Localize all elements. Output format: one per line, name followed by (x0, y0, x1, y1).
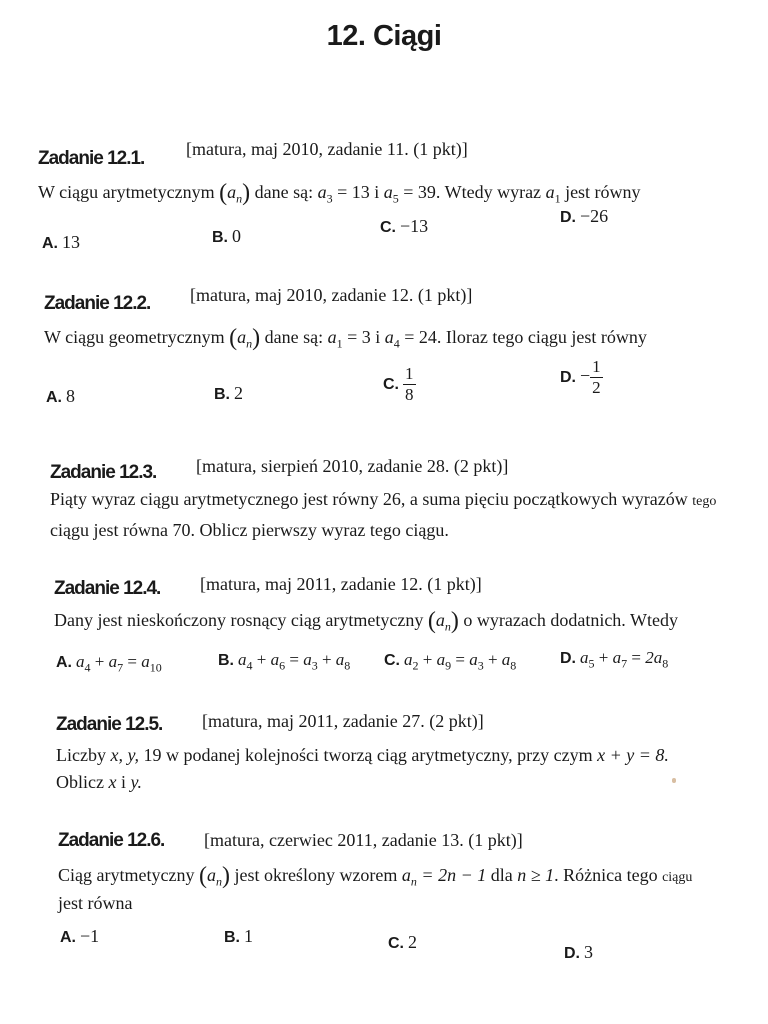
task-statement (58, 863, 692, 890)
denominator: 8 (405, 385, 414, 404)
text-tail: ciągu (662, 870, 693, 885)
term: a (303, 650, 312, 669)
option-a[interactable] (42, 232, 80, 253)
var-y: y. (130, 772, 142, 792)
task-line-2 (56, 772, 142, 793)
text-mid: dane są: (254, 182, 314, 202)
equals: = (631, 648, 641, 667)
denominator: 2 (592, 378, 601, 397)
task-line-1 (56, 745, 669, 766)
term-sub: 2 (412, 658, 419, 673)
fraction (590, 357, 603, 398)
option-letter: A. (46, 389, 62, 406)
option-c[interactable] (380, 216, 428, 237)
option-a[interactable] (56, 652, 162, 675)
equals: = (127, 652, 137, 671)
option-c[interactable] (388, 932, 417, 953)
task-name: Zadanie 12.2. (44, 293, 151, 314)
cond1-var: a (327, 327, 337, 347)
line-pre: Oblicz (56, 772, 104, 792)
cond2-var: a (383, 182, 393, 202)
cond2-val: = 24 (404, 327, 437, 347)
text-post: . Różnica tego (554, 865, 658, 885)
seq-var: a (237, 327, 247, 347)
option-value: 1 (244, 926, 253, 946)
paren-open: ( (229, 325, 238, 351)
operator: + (487, 650, 498, 669)
line-pre: Liczby (56, 745, 106, 765)
option-letter: D. (560, 368, 576, 386)
cond1-val: = 13 (337, 182, 370, 202)
paren-close: ) (450, 608, 459, 634)
option-b[interactable] (212, 226, 241, 247)
task-name: Zadanie 12.1. (38, 148, 145, 169)
option-letter: D. (564, 945, 580, 962)
option-a[interactable] (60, 926, 99, 947)
option-letter: B. (214, 386, 230, 403)
text-pre: Ciąg arytmetyczny (58, 865, 195, 885)
task-source: [matura, maj 2011, zadanie 12. (1 pkt)] (200, 574, 482, 594)
option-c[interactable] (383, 364, 416, 405)
formula-rhs: = 2n − 1 (421, 865, 487, 885)
equals: = (455, 650, 465, 669)
task-name: Zadanie 12.6. (58, 830, 165, 851)
option-letter: A. (42, 235, 58, 252)
term-sub: 4 (246, 658, 253, 673)
option-d[interactable] (560, 648, 668, 671)
term-sub: 7 (117, 660, 124, 675)
print-speck (672, 778, 676, 783)
option-a[interactable] (46, 386, 75, 407)
option-b[interactable] (218, 650, 350, 673)
text-pre: W ciągu geometrycznym (44, 327, 225, 347)
cond1-sub: 1 (336, 336, 343, 351)
text-post: . Iloraz tego ciągu jest równy (436, 327, 647, 347)
term-sub: 9 (445, 658, 452, 673)
formula-sub: n (410, 874, 417, 889)
term: a (436, 650, 446, 669)
operator: + (321, 650, 332, 669)
task-statement (54, 608, 678, 635)
line-equation: x + y = 8. (597, 745, 669, 765)
task-source: [matura, maj 2010, zadanie 12. (1 pkt)] (190, 285, 473, 305)
option-letter: C. (380, 219, 396, 236)
paren-close: ) (242, 180, 251, 206)
term: a (612, 648, 622, 667)
seq-sub: n (246, 336, 253, 351)
cond2-var: a (384, 327, 394, 347)
term: a (238, 650, 247, 669)
operator: + (256, 650, 267, 669)
line-tail: tego (692, 494, 717, 509)
conjunction: i (120, 772, 126, 792)
option-d[interactable] (564, 942, 593, 963)
term-sub: 8 (510, 658, 517, 673)
task-source: [matura, maj 2011, zadanie 27. (2 pkt)] (202, 711, 484, 731)
fraction (403, 364, 416, 405)
var-x: x (108, 772, 117, 792)
term: a (501, 650, 511, 669)
paren-close: ) (252, 325, 261, 351)
term-sub: 4 (84, 660, 91, 675)
option-letter: C. (388, 935, 404, 952)
term-sub: 6 (279, 658, 286, 673)
option-d[interactable] (560, 357, 603, 398)
paren-open: ( (427, 608, 436, 634)
option-letter: A. (56, 654, 72, 671)
task-source: [matura, maj 2010, zadanie 11. (1 pkt)] (186, 139, 468, 159)
seq-var: a (435, 610, 445, 630)
task-line-2: jest równa (58, 893, 133, 913)
text-end: jest równy (565, 182, 641, 202)
page-title: 12. Ciągi (326, 20, 442, 52)
condition: n ≥ 1 (517, 865, 555, 885)
term: a (404, 650, 413, 669)
cond1-sub: 3 (326, 191, 333, 206)
seq-var: a (227, 182, 237, 202)
equals: = (289, 650, 299, 669)
term-sub: 8 (662, 656, 669, 671)
task-line-1 (50, 489, 716, 510)
seq-sub: n (215, 874, 222, 889)
option-value: 3 (584, 942, 593, 962)
option-value: 8 (66, 386, 75, 406)
term-sub: 5 (588, 656, 595, 671)
option-value: 13 (62, 232, 80, 252)
task-name: Zadanie 12.3. (50, 462, 157, 483)
conjunction: i (374, 182, 380, 202)
target-sub: 1 (554, 191, 561, 206)
option-letter: B. (212, 229, 228, 246)
term: a (580, 648, 589, 667)
cond1-var: a (317, 182, 327, 202)
term: a (270, 650, 280, 669)
option-value: −26 (580, 206, 609, 226)
task-name: Zadanie 12.5. (56, 714, 163, 735)
operator: + (94, 652, 105, 671)
minus-sign: − (580, 365, 591, 386)
option-value: −13 (400, 216, 429, 236)
term: a (469, 650, 478, 669)
task-line-2: ciągu jest równa 70. Oblicz pierwszy wyraz tego ciągu. (50, 520, 449, 540)
option-letter: A. (60, 929, 76, 946)
paren-open: ( (219, 180, 228, 206)
option-letter: B. (218, 652, 234, 669)
operator: + (422, 650, 433, 669)
term-sub: 3 (477, 658, 484, 673)
text-pre: W ciągu arytmetycznym (38, 182, 215, 202)
option-value: 0 (232, 226, 241, 246)
task-statement (44, 325, 647, 352)
numerator: 1 (405, 364, 414, 383)
seq-var: a (206, 865, 216, 885)
option-b[interactable] (214, 383, 243, 404)
task-statement (38, 180, 641, 207)
option-value: 2 (408, 932, 417, 952)
option-letter: B. (224, 929, 240, 946)
option-letter: C. (383, 375, 399, 393)
numerator: 1 (592, 357, 601, 376)
option-letter: D. (560, 209, 576, 226)
task-source: [matura, czerwiec 2011, zadanie 13. (1 pkt)] (204, 830, 523, 850)
option-c[interactable] (384, 650, 516, 673)
target-var: a (545, 182, 555, 202)
cond2-sub: 5 (392, 191, 399, 206)
task-source: [matura, sierpień 2010, zadanie 28. (2 pkt)] (196, 456, 509, 476)
term: a (108, 652, 118, 671)
text-pre: Dany jest nieskończony rosnący ciąg arytmetyczny (54, 610, 424, 630)
cond1-val: = 3 (347, 327, 371, 347)
option-value: −1 (80, 926, 100, 946)
paren-open: ( (198, 863, 207, 889)
line-mid: 19 w podanej kolejności tworzą ciąg arytmetyczny, przy czym (143, 745, 593, 765)
term: a (141, 652, 150, 671)
line-text: Piąty wyraz ciągu arytmetycznego jest równy 26, a suma pięciu początkowych wyrazów (50, 489, 688, 509)
option-letter: C. (384, 652, 400, 669)
text-post: o wyrazach dodatnich. Wtedy (463, 610, 678, 630)
conjunction: i (375, 327, 381, 347)
term-sub: 10 (149, 660, 162, 675)
text-post: . Wtedy wyraz (435, 182, 542, 202)
line-vars: x, y, (110, 745, 139, 765)
formula-var: a (401, 865, 411, 885)
term: a (76, 652, 85, 671)
cond2-val: = 39 (403, 182, 436, 202)
task-name: Zadanie 12.4. (54, 578, 161, 599)
seq-sub: n (444, 619, 451, 634)
option-value: 2 (234, 383, 243, 403)
term: 2a (645, 648, 663, 667)
cond2-sub: 4 (393, 336, 400, 351)
option-d[interactable] (560, 206, 608, 227)
paren-close: ) (221, 863, 230, 889)
term: a (335, 650, 345, 669)
text-dla: dla (490, 865, 513, 885)
operator: + (598, 648, 609, 667)
text-mid: jest określony wzorem (234, 865, 398, 885)
term-sub: 7 (621, 656, 628, 671)
option-letter: D. (560, 650, 576, 667)
option-b[interactable] (224, 926, 253, 947)
text-mid: dane są: (264, 327, 324, 347)
seq-sub: n (236, 191, 243, 206)
term-sub: 3 (311, 658, 318, 673)
term-sub: 8 (344, 658, 351, 673)
